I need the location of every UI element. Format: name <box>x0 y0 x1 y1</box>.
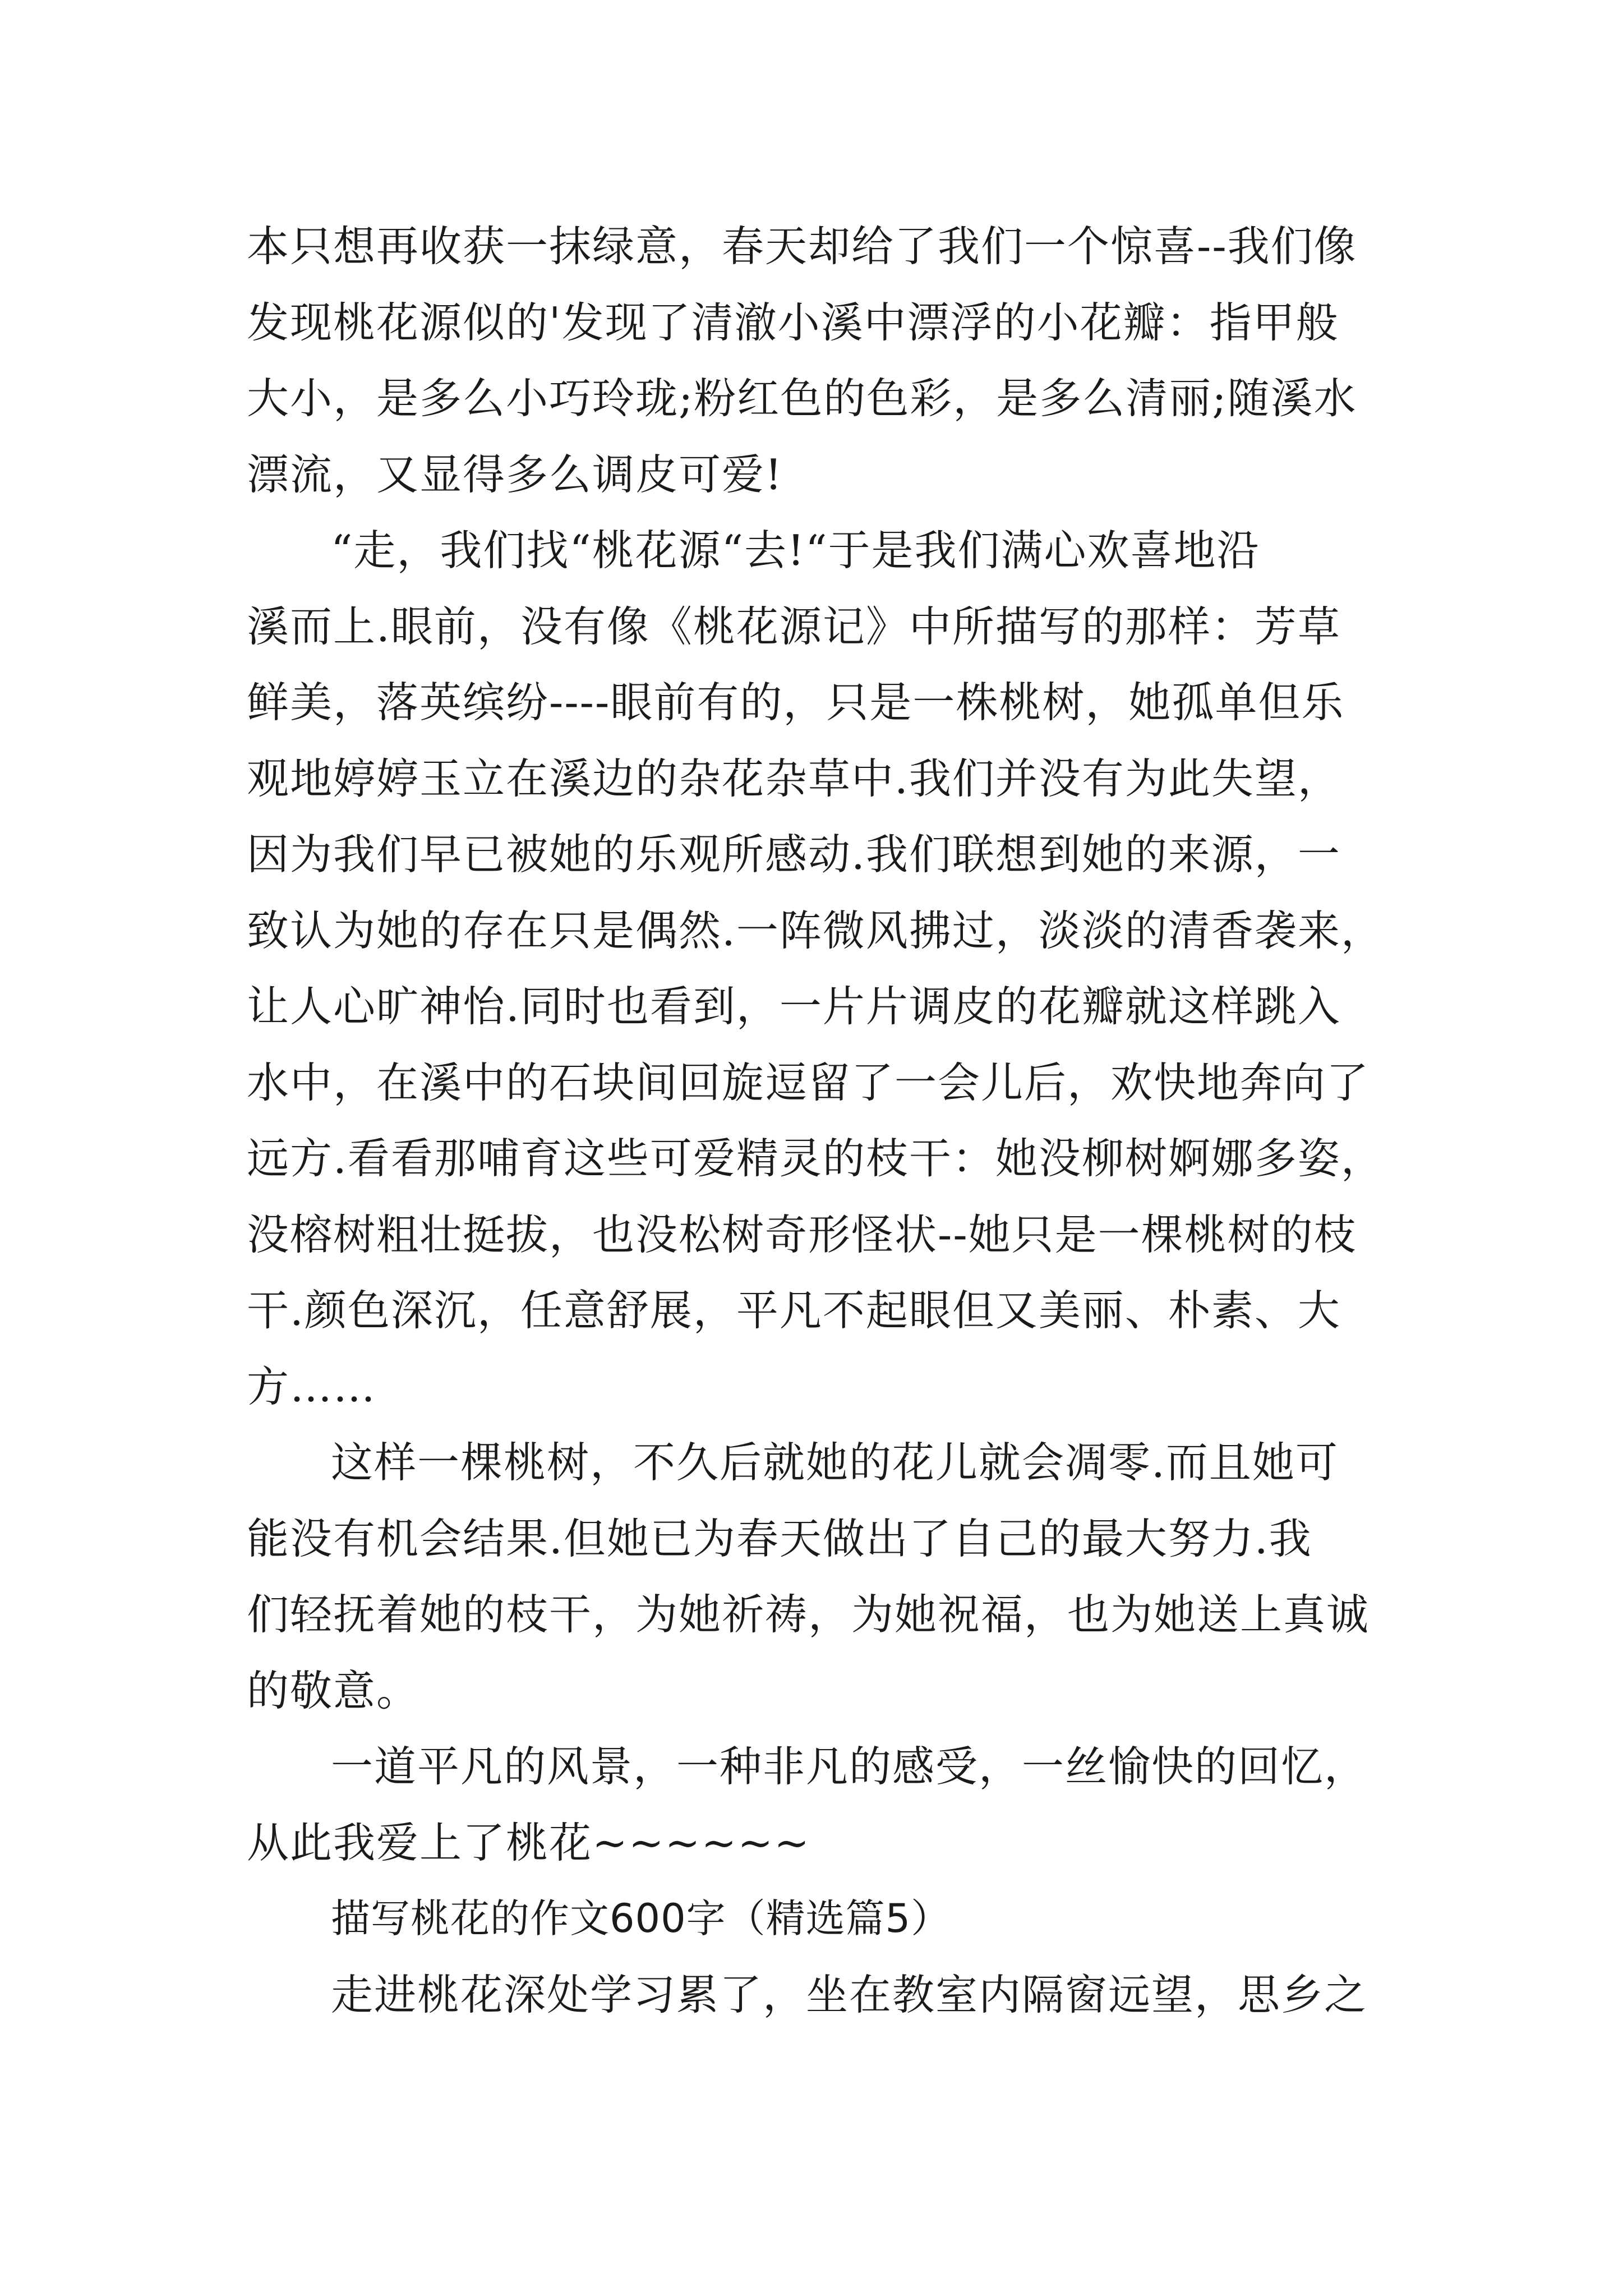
text-line: 方…… <box>247 1361 377 1411</box>
text-line: 本只想再收获一抹绿意，春天却给了我们一个惊喜--我们像 <box>247 222 1357 271</box>
paragraph-1 <box>247 209 1378 513</box>
text-line: 大小，是多么小巧玲珑;粉红色的色彩，是多么清丽;随溪水 <box>247 374 1357 423</box>
text-line: “走，我们找“桃花源“去!“于是我们满心欢喜地沿 <box>331 526 1260 575</box>
text-line: 们轻抚着她的枝干，为她祈祷，为她祝福，也为她送上真诚 <box>247 1590 1370 1639</box>
text-line: 能没有机会结果.但她已为春天做出了自己的最大努力.我 <box>247 1513 1312 1563</box>
text-line: 致认为她的存在只是偶然.一阵微风拂过，淡淡的清香袭来， <box>247 905 1384 955</box>
text-line: 观地婷婷玉立在溪边的杂花杂草中.我们并没有为此失望， <box>247 753 1341 803</box>
text-line: 这样一棵桃树，不久后就她的花儿就会凋零.而且她可 <box>331 1438 1339 1487</box>
text-line: 让人心旷神怡.同时也看到，一片片调皮的花瓣就这样跳入 <box>247 982 1341 1031</box>
paragraph-3 <box>247 1425 1378 1729</box>
document-body <box>247 209 1384 2033</box>
text-line: 没榕树粗壮挺拔，也没松树奇形怪状--她只是一棵桃树的枝 <box>247 1209 1357 1259</box>
text-line: 远方.看看那哺育这些可爱精灵的枝干：她没柳树婀娜多姿， <box>247 1134 1384 1183</box>
text-line: 的敬意。 <box>247 1665 420 1715</box>
paragraph-2 <box>247 513 1384 1425</box>
paragraph-4 <box>247 1729 1378 1881</box>
text-line: 发现桃花源似的'发现了清澈小溪中漂浮的小花瓣：指甲般 <box>247 297 1339 347</box>
text-line: 漂流，又显得多么调皮可爱! <box>247 449 783 499</box>
text-line: 因为我们早已被她的乐观所感动.我们联想到她的来源，一 <box>247 830 1341 879</box>
text-line: 干.颜色深沉，任意舒展，平凡不起眼但又美丽、朴素、大 <box>247 1286 1341 1335</box>
text-line: 水中，在溪中的石块间回旋逗留了一会儿后，欢快地奔向了 <box>247 1057 1370 1107</box>
text-line: 鲜美，落英缤纷----眼前有的，只是一株桃树，她孤单但乐 <box>247 678 1345 727</box>
text-line: 一道平凡的风景，一种非凡的感受，一丝愉快的回忆， <box>331 1742 1368 1791</box>
section-heading: 描写桃花的作文600字（精选篇5） <box>331 1895 951 1941</box>
text-line: 溪而上.眼前，没有像《桃花源记》中所描写的那样：芳草 <box>247 601 1341 651</box>
text-line: 走进桃花深处学习累了，坐在教室内隔窗远望，思乡之 <box>331 1970 1368 2019</box>
text-line: 从此我爱上了桃花~~~~~~ <box>247 1818 811 1867</box>
